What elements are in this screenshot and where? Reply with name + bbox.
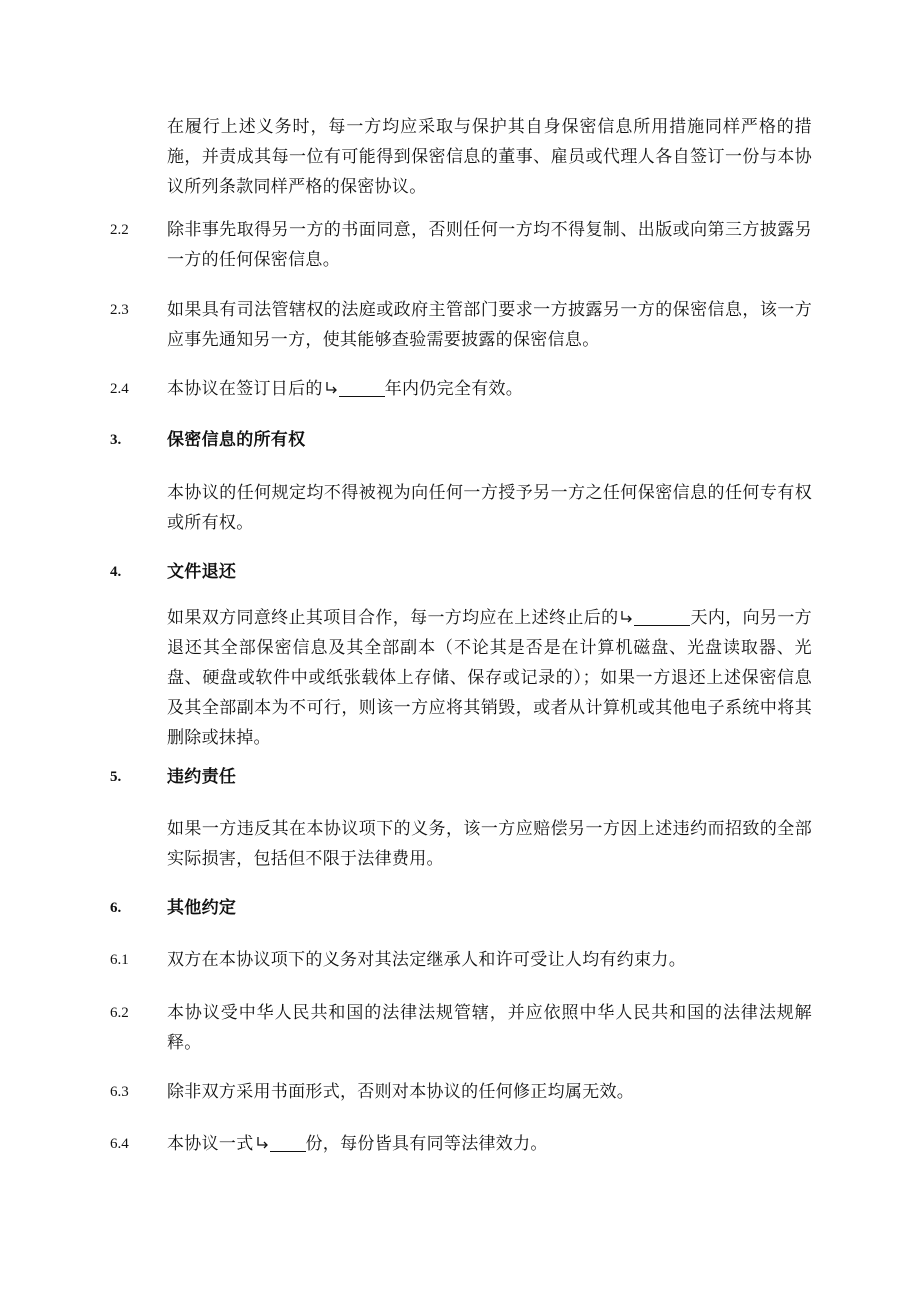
clause-text: 如果具有司法管辖权的法庭或政府主管部门要求一方披露另一方的保密信息，该一方应事先通知另一方，使其能够查验需要披露的保密信息。: [167, 300, 812, 350]
copies-blank-field[interactable]: [270, 1134, 306, 1152]
section-text-after: 天内，向另一方退还其全部保密信息及其全部副本（不论其是否是在计算机磁盘、光盘读取器、光盘、硬盘或软件中或纸张载体上存储、保存或记录的）；如果一方退还上述保密信息及其全部副本为不可行，则该一方应将其销毁，或者从计算机或其他电子系统中将其删除或抹掉。: [167, 608, 812, 748]
clause-text-after: 年内仍完全有效。: [384, 379, 524, 399]
clause-text: [167, 1129, 812, 1159]
clause-text: 除非事先取得另一方的书面同意，否则任何一方均不得复制、出版或向第三方披露另一方的任何保密信息。: [167, 220, 812, 270]
pen-edit-icon[interactable]: [325, 376, 339, 392]
section-text: 如果一方违反其在本协议项下的义务，该一方应赔偿另一方因上述违约而招致的全部实际损害，包括但不限于法律费用。: [167, 819, 812, 869]
clause-number: 6.2: [110, 1005, 129, 1021]
clause-text-after: 份，每份皆具有同等法律效力。: [305, 1134, 548, 1154]
clause-number: 2.2: [110, 222, 129, 238]
clause-text-before: 本协议一式: [167, 1134, 254, 1154]
intro-text: 在履行上述义务时，每一方均应采取与保护其自身保密信息所用措施同样严格的措施，并责成其每一位有可能得到保密信息的董事、雇员或代理人各自签订一份与本协议所列条款同样严格的保密协议。: [167, 117, 812, 197]
clause-number: 6.4: [110, 1136, 129, 1152]
section-text: [167, 603, 812, 753]
clause-text: 本协议受中华人民共和国的法律法规管辖，并应依照中华人民共和国的法律法规解释。: [167, 1003, 812, 1053]
section-title: 文件退还: [167, 562, 237, 582]
section-number: 4.: [110, 564, 122, 580]
clause-number: 2.3: [110, 302, 129, 318]
clause-number: 6.1: [110, 952, 129, 968]
section-title: 保密信息的所有权: [167, 430, 306, 450]
section-number: 5.: [110, 769, 122, 785]
section-title: 违约责任: [167, 767, 237, 787]
section-title: 其他约定: [167, 898, 237, 918]
clause-number: 6.3: [110, 1084, 129, 1100]
days-blank-field[interactable]: [634, 608, 690, 626]
section-text-before: 如果双方同意终止其项目合作，每一方均应在上述终止后的: [167, 608, 619, 628]
clause-number: 2.4: [110, 381, 129, 397]
clause-text-before: 本协议在签订日后的: [167, 379, 323, 399]
clause-text: 双方在本协议项下的义务对其法定继承人和许可受让人均有约束力。: [167, 950, 686, 970]
section-text: 本协议的任何规定均不得被视为向任何一方授予另一方之任何保密信息的任何专有权或所有权。: [167, 483, 812, 533]
pen-edit-icon[interactable]: [256, 1131, 270, 1147]
clause-text: [167, 374, 812, 404]
years-blank-field[interactable]: [339, 379, 385, 397]
section-number: 6.: [110, 900, 122, 916]
section-number: 3.: [110, 432, 122, 448]
pen-edit-icon[interactable]: [620, 605, 634, 621]
clause-text: 除非双方采用书面形式，否则对本协议的任何修正均属无效。: [167, 1082, 635, 1102]
